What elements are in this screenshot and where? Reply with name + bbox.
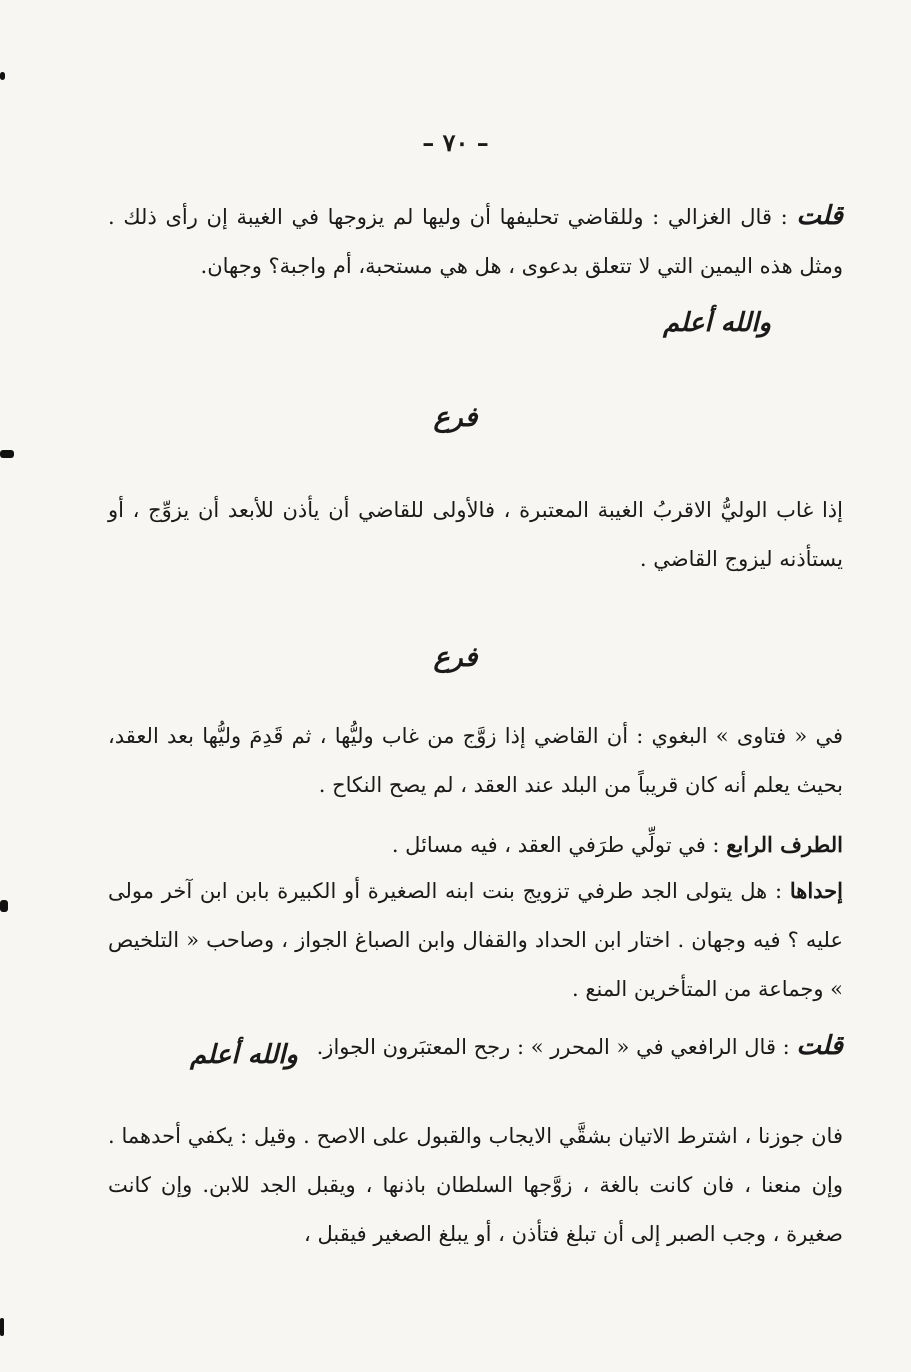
wallahu-alam-2: والله أعلم	[190, 1040, 298, 1070]
scan-margin-mark	[0, 450, 14, 458]
section-heading-far-2: فرع	[433, 642, 478, 673]
paragraph-1: إذا غاب الوليُّ الاقربُ الغيبة المعتبرة ، فالأولى للقاضي أن يأذن للأبعد أن يزوِّج ، أو يستأذنه ليزوج القاضي .	[108, 498, 843, 571]
scan-margin-mark	[0, 72, 5, 80]
qult-lead-1: قلت	[796, 201, 843, 231]
paragraph-2: في « فتاوى » البغوي : أن القاضي إذا زوَّج من غاب وليُّها ، ثم قَدِمَ وليُّها بعد العقد، بحيث يعلم أنه كان قريباً من البلد عند العقد ، لم يصح النكاح .	[108, 724, 843, 797]
paragraph-4-lead: إحداها	[789, 878, 843, 903]
wallahu-alam-1: والله أعلم	[663, 308, 771, 338]
scan-margin-mark	[0, 1318, 4, 1336]
qult-text-2: : قال الرافعي في « المحرر » : رجح المعتبَرون الجواز.	[316, 1035, 797, 1059]
section-heading-far-1: فرع	[433, 402, 478, 433]
paragraph-4	[108, 866, 843, 1014]
paragraph-4-text: : هل يتولى الجد طرفي تزويج بنت ابنه الصغيرة أو الكبيرة بابن ابن آخر مولى عليه ؟ فيه وجهان . اختار ابن الحداد والقفال وابن الصباغ الجواز ، وصاحب « التلخيص » وجماعة من المتأخرين المنع .	[108, 879, 843, 1001]
qult-paragraph-1	[108, 192, 843, 291]
page-number: – ٧٠ –	[422, 128, 489, 157]
qult-lead-2: قلت	[796, 1031, 843, 1061]
paragraph-3-text: : في تولِّي طرَفي العقد ، فيه مسائل .	[391, 833, 727, 857]
paragraph-3	[108, 820, 843, 870]
paragraph-3-lead: الطرف الرابع	[726, 832, 843, 857]
qult-text-1: : قال الغزالي : وللقاضي تحليفها أن وليها لم يزوجها في الغيبة إن رأى ذلك . ومثل هذه اليمين التي لا تتعلق بدعوى ، هل هي مستحبة، أم واجبة؟ وجهان.	[108, 205, 843, 278]
paragraph-5: فان جوزنا ، اشترط الاتيان بشقَّي الايجاب والقبول على الاصح . وقيل : يكفي أحدهما . وإن منعنا ، فان كانت بالغة ، زوَّجها السلطان باذنها ، ويقبل الجد للابن. وإن كانت صغيرة ، وجب الصبر إلى أن تبلغ فتأذن ، أو يبلغ الصغير فيقبل ،	[108, 1124, 843, 1246]
scan-margin-mark	[0, 900, 8, 912]
